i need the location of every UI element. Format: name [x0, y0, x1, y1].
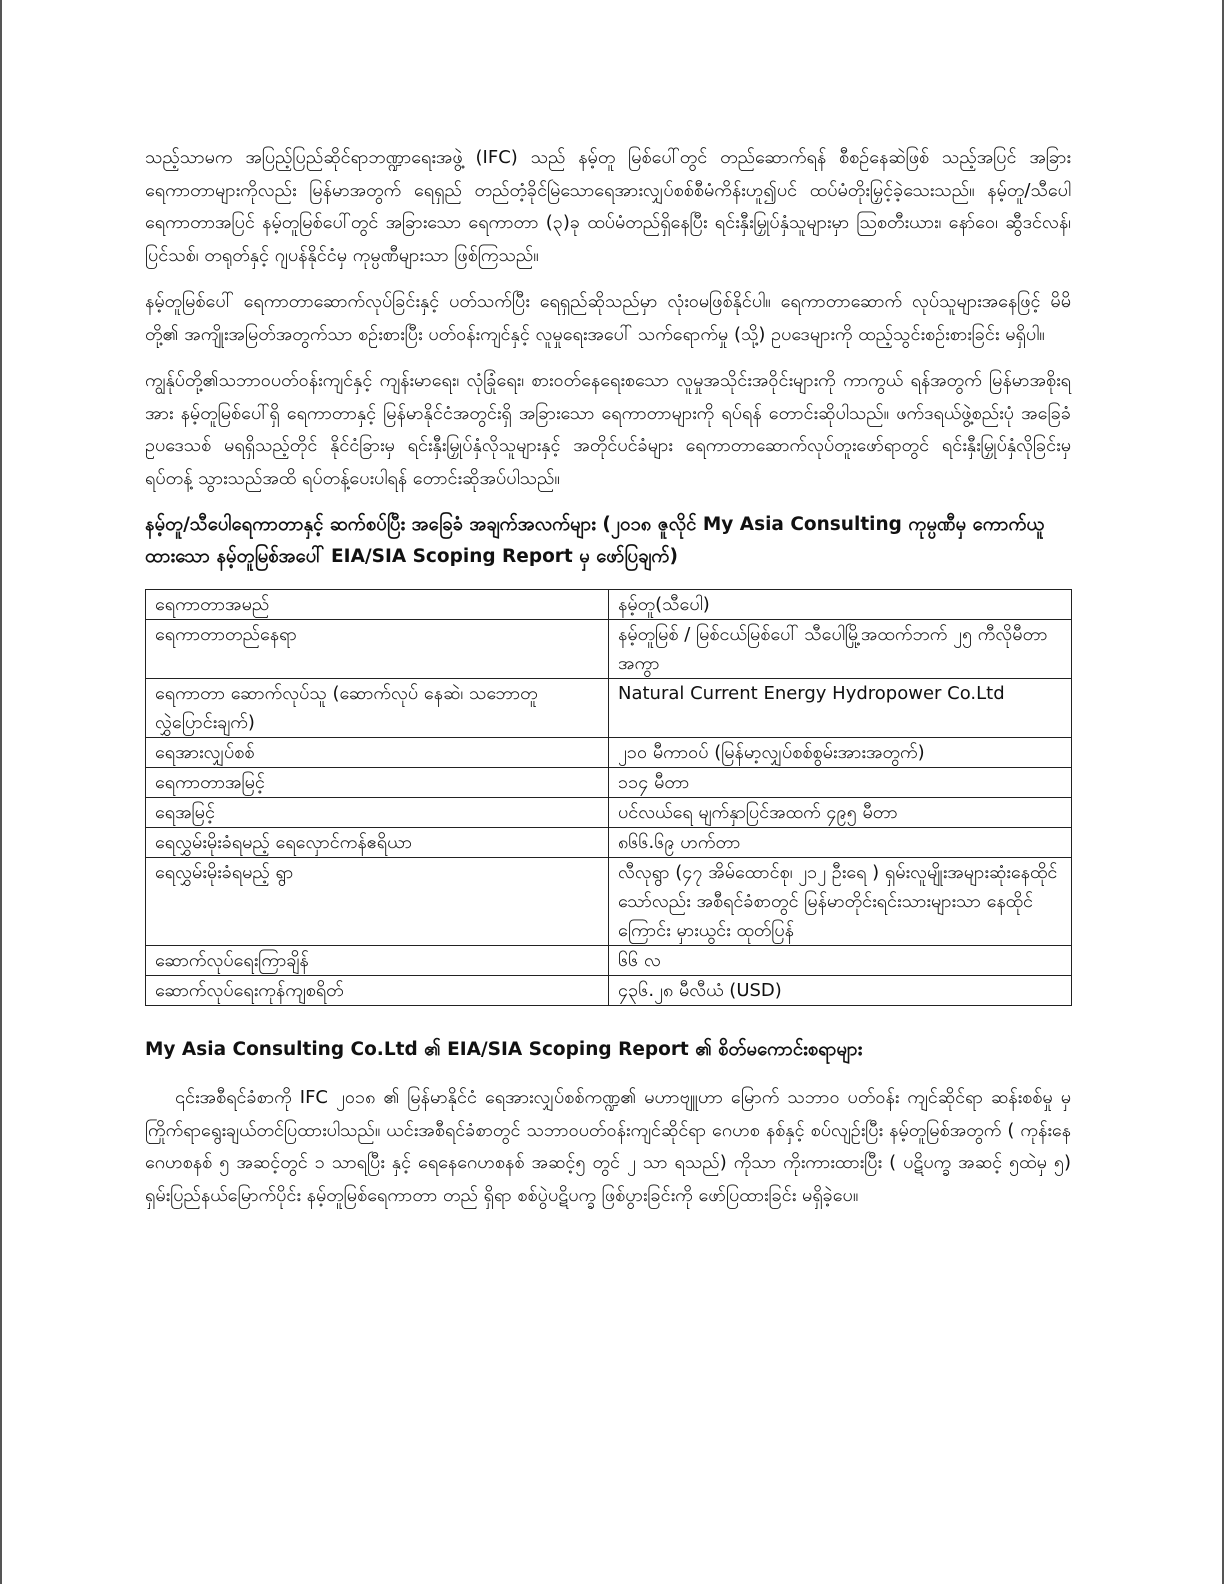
table-heading: နမ့်တူ/သီပေါရေကာတာနှင့် ဆက်စပ်ပြီး အခြေခံ အချက်အလက်များ (၂၀၁၈ ဇူလိုင် My Asia Consulting ကုမ္ပဏီမှ ကောက်ယူထားသော နမ့်တူမြစ်အပေါ် EIA/SIA Scoping Report မှ ဖော်ပြချက်)	[145, 514, 1045, 567]
table-value-cell: ၈၆၆.၆၉ ဟက်တာ	[609, 828, 1072, 858]
table-value-cell: နမ့်တူ(သီပေါ)	[609, 590, 1072, 620]
table-key-cell: ရေကာတာအမြင့်	[146, 768, 609, 798]
paragraph: ၎င်းအစီရင်ခံစာကို IFC ၂၀၁၈ ၏ မြန်မာနိုင်ငံ ရေအားလျှပ်စစ်ကဏ္ဍ၏ မဟာဗျူဟာ မြောက် သဘာဝ ပတ်ဝန်း ကျင်ဆိုင်ရာ ဆန်းစစ်မှု မှ ကြိုက်ရာရွေးချယ်တင်ပြထားပါသည်။ ယင်းအစီရင်ခံစာတွင် သဘာဝပတ်ဝန်းကျင်ဆိုင်ရာ ဂေဟစ နစ်နှင့် စပ်လျဉ်းပြီး နမ့်တူမြစ်အတွက် ( ကုန်းနေ ဂေဟစနစ် ၅ အဆင့်တွင် ၁ သာရပြီး နှင့် ရေနေဂေဟစနစ် အဆင့်၅ တွင် ၂ သာ ရသည်) ကိုသာ ကိုးကားထားပြီး ( ပဋိပက္ခ အဆင့် ၅ထဲမှ ၅) ရှမ်းပြည်နယ်မြောက်ပိုင်း နမ့်တူမြစ်ရေကာတာ တည် ရှိရာ စစ်ပွဲပဋိပက္ခ ဖြစ်ပွားခြင်းကို ဖော်ပြထားခြင်း မရှိခဲ့ပေ။	[145, 1087, 1071, 1206]
table-key-cell: ဆောက်လုပ်ရေးကုန်ကျစရိတ်	[146, 976, 609, 1006]
table-value-cell: နမ့်တူမြစ် / မြစ်ငယ်မြစ်ပေါ် သီပေါမြို့အထက်ဘက် ၂၅ ကီလိုမီတာအကွာ	[609, 620, 1072, 679]
table-key-cell: ရေလွှမ်းမိုးခံရမည့် ရေလှောင်ကန်ဧရိယာ	[146, 828, 609, 858]
table-row	[146, 976, 1072, 1006]
table-row	[146, 679, 1072, 738]
table-row	[146, 946, 1072, 976]
table-row	[146, 798, 1072, 828]
table-key-cell: ဆောက်လုပ်ရေးကြာချိန်	[146, 946, 609, 976]
paragraph: သည့်သာမက အပြည့်ပြည်ဆိုင်ရာဘဏ္ဍာရေးအဖွဲ့ (IFC) သည် နမ့်တူ မြစ်ပေါ်တွင် တည်ဆောက်ရန် စီစဉ်နေဆဲဖြစ် သည့်အပြင် အခြားရေကာတာများကိုလည်း မြန်မာအတွက် ရေရှည် တည်တံ့ခိုင်မြဲသောရေအားလျှပ်စစ်စီမံကိန်းဟူ၍ပင် ထပ်မံတိုးမြှင့်ခဲ့သေးသည်။ နမ့်တူ/သီပေါ ရေကာတာအပြင် နမ့်တူမြစ်ပေါ်တွင် အခြားသော ရေကာတာ (၃)ခု ထပ်မံတည်ရှိနေပြီး ရင်းနှီးမြှုပ်နှံသူများမှာ ဩစတီးယား၊ နော်ဝေ၊ ဆွီဒင်လန်၊ ပြင်သစ်၊ တရုတ်နှင့် ဂျပန်နိုင်ငံမှ ကုမ္ပဏီများသာ ဖြစ်ကြသည်။	[145, 147, 1071, 266]
table-key-cell: ရေကာတာတည်နေရာ	[146, 620, 609, 679]
paragraph: ကျွန်ုပ်တို့၏သဘာဝပတ်ဝန်းကျင်နှင့် ကျန်းမာရေး၊ လုံခြုံရေး၊ စားဝတ်နေရေးစသော လူမှုအသိုင်းအဝိုင်းများကို ကာကွယ် ရန်အတွက် မြန်မာအစိုးရအား နမ့်တူမြစ်ပေါ်ရှိ ရေကာတာနှင့် မြန်မာနိုင်ငံအတွင်းရှိ အခြားသော ရေကာတာများကို ရပ်ရန် တောင်းဆိုပါသည်။ ဖက်ဒရယ်ဖွဲ့စည်းပုံ အခြေခံဥပဒေသစ် မရရှိသည့်တိုင် နိုင်ငံခြားမှ ရင်းနှီးမြှုပ်နှံလိုသူများနှင့် အတိုင်ပင်ခံများ ရေကာတာဆောက်လုပ်တူးဖော်ရာတွင် ရင်းနှီးမြှုပ်နှံလိုခြင်းမှ ရပ်တန့် သွားသည်အထိ ရပ်တန့်ပေးပါရန် တောင်းဆိုအပ်ပါသည်။	[145, 370, 1071, 489]
table-value-cell: လီလုရွာ (၄၇ အိမ်ထောင်စု၊ ၂၁၂ ဦးရေ ) ရှမ်းလူမျိုးအများဆုံးနေထိုင်သော်လည်း အစီရင်ခံစာတွင် မြန်မာတိုင်းရင်းသားများသာ နေထိုင်ကြောင်း မှားယွင်း ထုတ်ပြန်	[609, 858, 1072, 946]
table-key-cell: ရေကာတာ ဆောက်လုပ်သူ (ဆောက်လုပ် နေဆဲ၊ သဘောတူ လွှဲပြောင်းချက်)	[146, 679, 609, 738]
table-key-cell: ရေအားလျှပ်စစ်	[146, 738, 609, 768]
table-key-cell: ရေကာတာအမည်	[146, 590, 609, 620]
paragraph: နမ့်တူမြစ်ပေါ် ရေကာတာဆောက်လုပ်ခြင်းနှင့် ပတ်သက်ပြီး ရေရှည်ဆိုသည်မှာ လုံးဝမဖြစ်နိုင်ပါ။ ရေကာတာဆောက် လုပ်သူများအနေဖြင့် မိမိတို့၏ အကျိုးအမြတ်အတွက်သာ စဉ်းစားပြီး ပတ်ဝန်းကျင်နှင့် လူမှုရေးအပေါ် သက်ရောက်မှု (သို့) ဥပဒေများကို ထည့်သွင်းစဉ်းစားခြင်း မရှိပါ။	[145, 291, 1071, 345]
table-value-cell: ပင်လယ်ရေ မျက်နှာပြင်အထက် ၄၉၅ မီတာ	[609, 798, 1072, 828]
table-row	[146, 828, 1072, 858]
table-key-cell: ရေလွှမ်းမိုးခံရမည့် ရွာ	[146, 858, 609, 946]
document-content	[145, 142, 1071, 1226]
table-row	[146, 858, 1072, 946]
table-value-cell: Natural Current Energy Hydropower Co.Ltd	[609, 679, 1072, 738]
dam-info-table	[145, 589, 1072, 1006]
section-heading: My Asia Consulting Co.Ltd ၏ EIA/SIA Scoping Report ၏ စိတ်မကောင်းစရာများ	[145, 1039, 863, 1060]
table-value-cell: ၁၁၄ မီတာ	[609, 768, 1072, 798]
table-value-cell: ၆၆ လ	[609, 946, 1072, 976]
table-row	[146, 590, 1072, 620]
table-key-cell: ရေအမြင့်	[146, 798, 609, 828]
table-row	[146, 620, 1072, 679]
table-row	[146, 768, 1072, 798]
page-border-left	[0, 0, 2, 1584]
table-value-cell: ၂၁၀ မီကာဝပ် (မြန်မာ့လျှပ်စစ်စွမ်းအားအတွက်)	[609, 738, 1072, 768]
table-row	[146, 738, 1072, 768]
table-value-cell: ၄၃၆.၂၈ မီလီယံ (USD)	[609, 976, 1072, 1006]
